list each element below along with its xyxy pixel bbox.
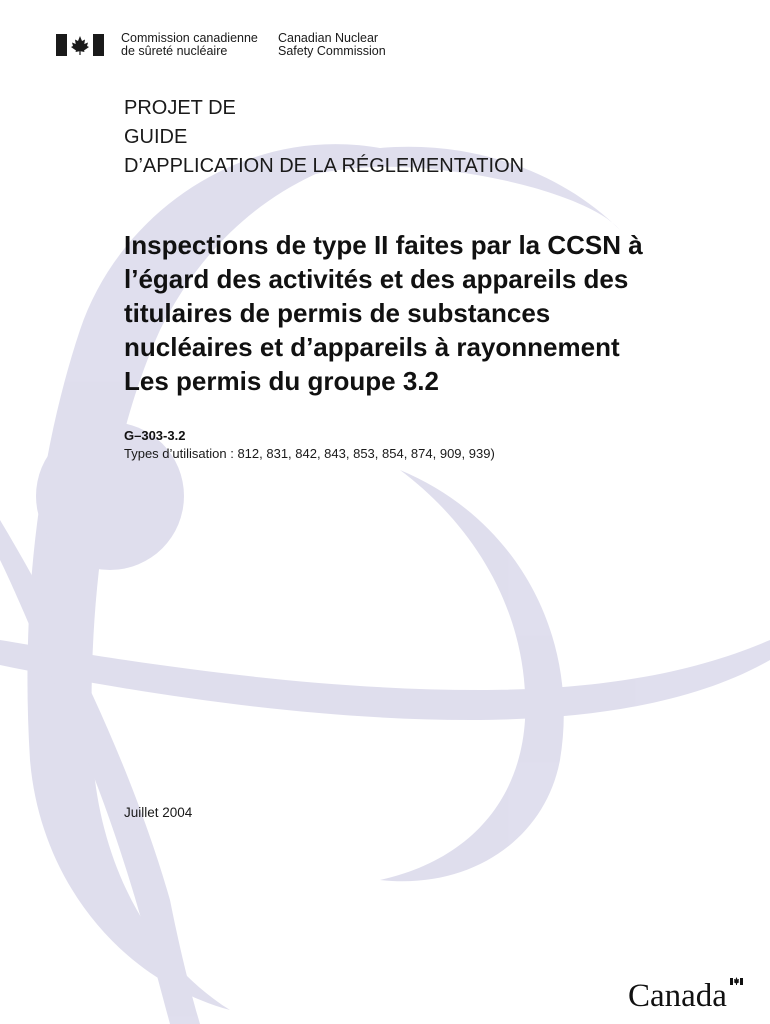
usage-types-text: Types d’utilisation : 812, 831, 842, 843, 853, 854, 874, 909, 939) — [124, 446, 495, 461]
wordmark-flag-icon — [730, 977, 743, 985]
canada-flag-icon — [56, 34, 104, 56]
title-line: Les permis du groupe 3.2 — [124, 366, 439, 396]
agency-fr-line1: Commission canadienne — [121, 31, 258, 45]
document-type-line3: D’APPLICATION DE LA RÉGLEMENTATION — [124, 155, 525, 177]
document-type-line2: GUIDE — [124, 126, 188, 148]
title-line: nucléaires et d’appareils à rayonnement — [124, 332, 620, 362]
title-line: Inspections de type II faites par la CCSN à — [124, 230, 643, 260]
document-title — [124, 228, 724, 398]
agency-en-line2: Safety Commission — [278, 44, 386, 58]
publication-date: Juillet 2004 — [124, 805, 193, 820]
document-type-line1: PROJET DE — [124, 97, 236, 119]
document-number: G–303-3.2 — [124, 428, 186, 443]
document-type-heading — [124, 94, 524, 181]
agency-header — [56, 32, 386, 58]
wordmark-text: Canada — [628, 978, 727, 1012]
title-line: titulaires de permis de substances — [124, 298, 551, 328]
agency-name-french — [121, 32, 271, 58]
agency-fr-line2: de sûreté nucléaire — [121, 44, 228, 58]
agency-name-english — [278, 32, 386, 58]
agency-en-line1: Canadian Nuclear — [278, 31, 379, 45]
title-line: l’égard des activités et des appareils des — [124, 264, 629, 294]
canada-wordmark-logo — [626, 972, 746, 1012]
